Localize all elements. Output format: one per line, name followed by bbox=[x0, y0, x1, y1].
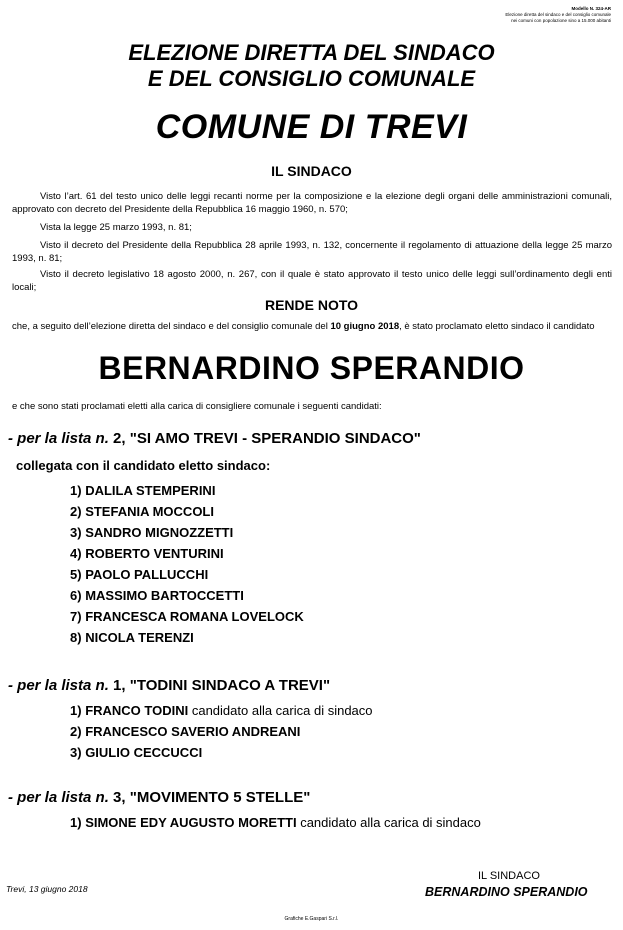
printer-credit: Grafiche E.Gaspari S.r.l. bbox=[284, 916, 339, 922]
list-heading: - per la lista n. 2, "SI AMO TREVI - SPERANDIO SINDACO" bbox=[8, 430, 421, 447]
list-item: 4) ROBERTO VENTURINI bbox=[70, 546, 224, 561]
title-line-2: E DEL CONSIGLIO COMUNALE bbox=[147, 66, 476, 91]
model-reference bbox=[471, 6, 611, 24]
list-prefix: - per la lista n. bbox=[8, 430, 109, 447]
list-heading: - per la lista n. 3, "MOVIMENTO 5 STELLE" bbox=[8, 789, 311, 806]
model-line-2: nei comuni con popolazione sino a 15.000 abitanti bbox=[511, 18, 611, 23]
model-code: Modello N. 324-AR bbox=[571, 6, 611, 11]
election-date: 10 giugno 2018 bbox=[330, 321, 400, 332]
list-heading: - per la lista n. 1, "TODINI SINDACO A TREVI" bbox=[8, 677, 331, 694]
list-name: "TODINI SINDACO A TREVI" bbox=[129, 677, 331, 694]
list-name: "MOVIMENTO 5 STELLE" bbox=[129, 789, 311, 806]
list-item: 8) NICOLA TERENZI bbox=[70, 630, 194, 645]
list-item: 2) STEFANIA MOCCOLI bbox=[70, 504, 214, 519]
announcement-after: , è stato proclamato eletto sindaco il candidato bbox=[399, 321, 595, 332]
list-item: 1) SIMONE EDY AUGUSTO MORETTI candidato alla carica di sindaco bbox=[70, 815, 481, 830]
list-prefix: - per la lista n. bbox=[8, 677, 109, 694]
model-line-1: Elezione diretta del sindaco e del consiglio comunale bbox=[505, 12, 611, 17]
list-item: 1) FRANCO TODINI candidato alla carica di sindaco bbox=[70, 703, 373, 718]
list-item: 1) DALILA STEMPERINI bbox=[70, 483, 216, 498]
preamble-paragraph: Visto il decreto legislativo 18 agosto 2000, n. 267, con il quale è stato approvato il testo unico delle leggi sull’ordinamento degli enti locali; bbox=[12, 269, 612, 293]
preamble-paragraph: Visto l’art. 61 del testo unico delle leggi recanti norme per la composizione e la elezione degli organi delle amministrazioni comunali, approvato con decreto del Presidente della Repubblica 16 maggio 1960, n. 570; bbox=[12, 191, 612, 215]
elected-mayor: BERNARDINO SPERANDIO bbox=[98, 350, 525, 386]
signer-name: BERNARDINO SPERANDIO bbox=[425, 885, 588, 899]
list-item: 2) FRANCESCO SAVERIO ANDREANI bbox=[70, 724, 301, 739]
list-item: 3) SANDRO MIGNOZZETTI bbox=[70, 525, 234, 540]
preamble-paragraph: Visto il decreto del Presidente della Repubblica 28 aprile 1993, n. 132, concernente il regolamento di attuazione della legge 25 marzo 1993, n. 81; bbox=[12, 240, 612, 264]
signer-role: IL SINDACO bbox=[478, 870, 540, 882]
list-name: "SI AMO TREVI - SPERANDIO SINDACO" bbox=[129, 430, 421, 447]
list-item: 3) GIULIO CECCUCCI bbox=[70, 745, 203, 760]
list-item: 7) FRANCESCA ROMANA LOVELOCK bbox=[70, 609, 304, 624]
list-prefix: - per la lista n. bbox=[8, 789, 109, 806]
comune-title: COMUNE DI TREVI bbox=[155, 108, 468, 146]
list-item: 6) MASSIMO BARTOCCETTI bbox=[70, 588, 244, 603]
preamble-paragraph: Vista la legge 25 marzo 1993, n. 81; bbox=[40, 222, 192, 233]
list-number: 1 bbox=[113, 677, 122, 694]
place-date: Trevi, 13 giugno 2018 bbox=[6, 884, 88, 894]
announcement-before: che, a seguito dell’elezione diretta del sindaco e del consiglio comunale del bbox=[12, 321, 331, 332]
list-number: 2 bbox=[113, 430, 122, 447]
list-note: collegata con il candidato eletto sindaco: bbox=[16, 458, 271, 473]
role-heading: IL SINDACO bbox=[271, 163, 352, 179]
announcement-text bbox=[12, 320, 612, 333]
list-number: 3 bbox=[113, 789, 122, 806]
councillors-intro: e che sono stati proclamati eletti alla carica di consigliere comunale i seguenti candidati: bbox=[12, 401, 382, 412]
list-item: 5) PAOLO PALLUCCHI bbox=[70, 567, 209, 582]
title-line-1: ELEZIONE DIRETTA DEL SINDACO bbox=[128, 40, 495, 65]
rende-noto-heading: RENDE NOTO bbox=[264, 297, 359, 313]
